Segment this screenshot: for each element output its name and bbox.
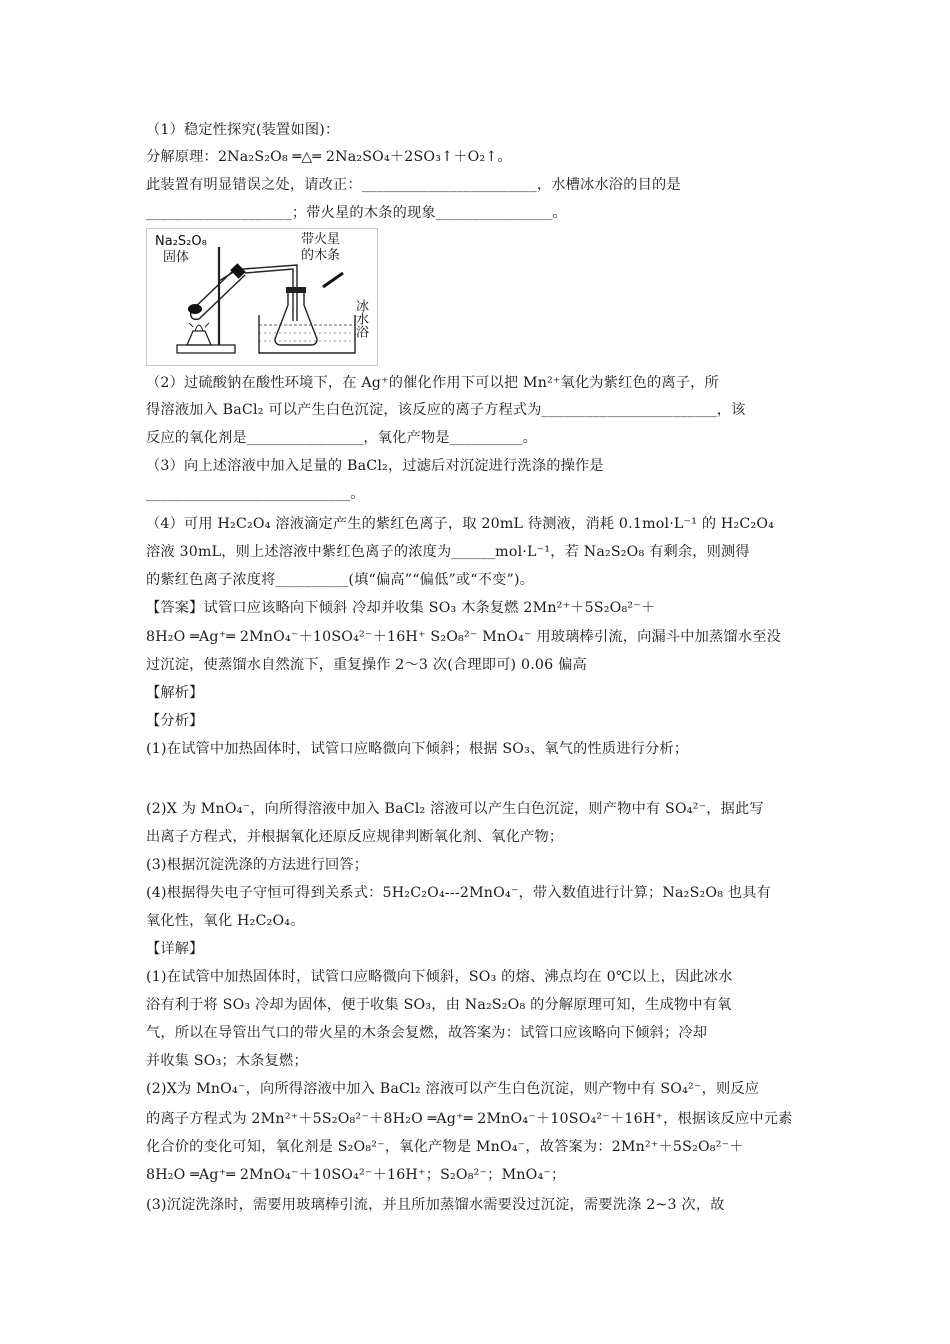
text-line: (1)在试管中加热固体时，试管口应略微向下倾斜，SO₃ 的熔、沸点均在 0℃以上，因此冰水 — [146, 969, 733, 985]
splint-label: 的木条 — [301, 248, 341, 263]
text-line: 浴有利于将 SO₃ 冷却为固体，便于收集 SO₃，由 Na₂S₂O₈ 的分解原理可知，生成物中有氧 — [146, 997, 732, 1013]
text-line: (2)X 为 MnO₄⁻，向所得溶液中加入 BaCl₂ 溶液可以产生白色沉淀，则产物中有 SO₄²⁻，据此写 — [146, 801, 764, 817]
text-line: (3)根据沉淀洗涤的方法进行回答； — [146, 857, 369, 873]
text-line: （3）向上述溶液中加入足量的 BaCl₂，过滤后对沉淀进行洗涤的操作是 — [146, 458, 604, 474]
text-line: 反应的氧化剂是________________，氧化产物是__________。 — [146, 430, 538, 446]
text-line: (1)在试管中加热固体时，试管口应略微向下倾斜；根据 SO₃、氧气的性质进行分析； — [146, 741, 689, 757]
text-line: (2)X为 MnO₄⁻，向所得溶液中加入 BaCl₂ 溶液可以产生白色沉淀，则产物中有 SO₄²⁻，则反应 — [146, 1081, 760, 1097]
text-line: 分解原理：2Na₂S₂O₈ ═△═ 2Na₂SO₄＋2SO₃↑＋O₂↑。 — [146, 149, 512, 165]
text-line: 8H₂O ═Ag⁺═ 2MnO₄⁻＋10SO₄²⁻＋16H⁺；S₂O₈²⁻；MnO₄⁻； — [146, 1167, 566, 1183]
bath-label: 冰水浴 — [353, 299, 368, 338]
text-line: 出离子方程式，并根据氧化还原反应规律判断氧化剂、氧化产物； — [146, 829, 564, 845]
reagent-label: 固体 — [163, 250, 190, 265]
text-line: ____________________；带火星的木条的现象________________。 — [146, 205, 567, 221]
section-heading: 【解析】 — [146, 685, 204, 701]
reagent-label: Na₂S₂O₈ — [155, 234, 207, 249]
section-heading: 【分析】 — [146, 713, 204, 729]
text-line: 气，所以在导管出气口的带火星的木条会复燃，故答案为：试管口应该略向下倾斜；冷却 — [146, 1025, 708, 1041]
answer-line: 8H₂O ═Ag⁺═ 2MnO₄⁻＋10SO₄²⁻＋16H⁺ S₂O₈²⁻ MnO₄⁻ 用玻璃棒引流，向漏斗中加蒸馏水至没 — [146, 629, 781, 645]
answer-line: 【答案】试管口应该略向下倾斜 冷却并收集 SO₃ 木条复燃 2Mn²⁺＋5S₂O₈²⁻＋ — [146, 600, 656, 616]
text-line: （1）稳定性探究(装置如图)： — [146, 122, 340, 138]
apparatus-figure — [146, 228, 378, 366]
text-line: 此装置有明显错误之处，请改正：________________________，水槽冰水浴的目的是 — [146, 177, 681, 193]
text-line: 溶液 30mL，则上述溶液中紫红色离子的浓度为______mol·L⁻¹，若 Na₂S₂O₈ 有剩余，则测得 — [146, 544, 750, 560]
text-line: ____________________________。 — [146, 486, 365, 502]
answer-line: 过沉淀，使蒸馏水自然流下，重复操作 2～3 次(合理即可) 0.06 偏高 — [146, 657, 587, 673]
text-line: 得溶液加入 BaCl₂ 可以产生白色沉淀，该反应的离子方程式为________________________，该 — [146, 402, 746, 418]
splint-label: 带火星 — [301, 232, 341, 247]
section-heading: 【详解】 — [146, 941, 204, 957]
text-line: 氧化性，氧化 H₂C₂O₄。 — [146, 913, 305, 929]
text-line: (4)根据得失电子守恒可得到关系式：5H₂C₂O₄---2MnO₄⁻，带入数值进行计算；Na₂S₂O₈ 也具有 — [146, 885, 771, 901]
text-line: (3)沉淀洗涤时，需要用玻璃棒引流，并且所加蒸馏水需要没过沉淀，需要洗涤 2~3 次，故 — [146, 1197, 725, 1213]
text-line: （2）过硫酸钠在酸性环境下，在 Ag⁺的催化作用下可以把 Mn²⁺氧化为紫红色的离子，所 — [146, 375, 719, 391]
text-line: 的离子方程式为 2Mn²⁺＋5S₂O₈²⁻＋8H₂O ═Ag⁺═ 2MnO₄⁻＋10SO₄²⁻＋16H⁺，根据该反应中元素 — [146, 1111, 793, 1127]
text-line: 化合价的变化可知，氧化剂是 S₂O₈²⁻，氧化产物是 MnO₄⁻，故答案为：2Mn²⁺＋5S₂O₈²⁻＋ — [146, 1139, 744, 1155]
text-line: 并收集 SO₃；木条复燃； — [146, 1053, 308, 1069]
text-line: 的紫红色离子浓度将__________(填“偏高”“偏低”或“不变”)。 — [146, 572, 535, 588]
text-line: （4）可用 H₂C₂O₄ 溶液滴定产生的紫红色离子，取 20mL 待测液，消耗 0.1mol·L⁻¹ 的 H₂C₂O₄ — [146, 516, 775, 532]
